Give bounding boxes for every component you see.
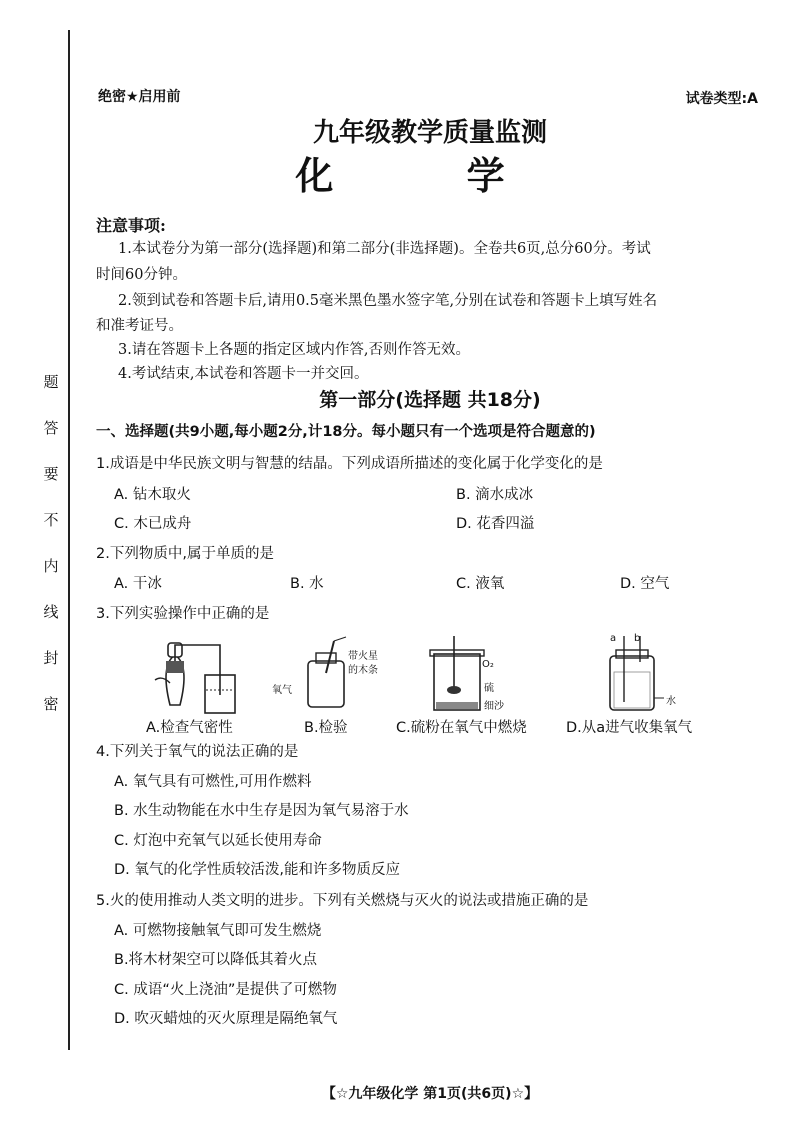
seal-char: 密 [43,695,59,713]
seal-char: 封 [43,649,59,667]
seal-char: 内 [43,557,59,575]
question-stem: 1.成语是中华民族文明与智慧的结晶。下列成语所描述的变化属于化学变化的是 [96,456,603,472]
label-splint: 带火星 [348,651,378,662]
section-title: 第一部分(选择题 共18分) [319,389,541,411]
note-line: 和准考证号。 [96,318,183,334]
note-line: 3.请在答题卡上各题的指定区域内作答,否则作答无效。 [118,342,470,358]
secret-label: 绝密★启用前 [98,89,181,105]
label-sand: 细沙 [484,701,504,712]
seal-char: 答 [43,419,59,437]
question-stem: 2.下列物质中,属于单质的是 [96,546,274,562]
page-footer: 【☆九年级化学 第1页(共6页)☆】 [321,1086,539,1102]
figure-caption: B.检验 [304,720,348,736]
option: A. 干冰 [114,576,162,592]
note-line: 时间60分钟。 [96,267,187,283]
option: B. 滴水成冰 [456,487,534,503]
seal-char: 要 [43,465,59,483]
exam-title: 九年级教学质量监测 [312,118,547,148]
option: C. 灯泡中充氧气以延长使用寿命 [114,833,322,849]
option: C. 液氧 [456,576,505,592]
option: B. 水生动物能在水中生存是因为氧气易溶于水 [114,803,409,819]
option: C. 成语“火上浇油”是提供了可燃物 [114,982,337,998]
seal-char: 线 [43,603,59,621]
paper-type: 试卷类型:A [685,91,758,107]
section-instruction: 一、选择题(共9小题,每小题2分,计18分。每小题只有一个选项是符合题意的) [96,424,596,440]
option: C. 木已成舟 [114,516,192,532]
question-stem: 5.火的使用推动人类文明的进步。下列有关燃烧与灭火的说法或措施正确的是 [96,893,589,909]
note-line: 4.考试结束,本试卷和答题卡一并交回。 [118,366,369,382]
figure-airtightness-check [150,635,270,715]
question-stem: 3.下列实验操作中正确的是 [96,606,270,622]
seal-char: 题 [43,373,59,391]
figure-sulfur-burning [426,632,526,717]
seal-char: 不 [43,511,59,529]
option: B. 水 [290,576,324,592]
option: A. 氧气具有可燃性,可用作燃料 [114,774,312,790]
label-port-b: b [634,633,641,644]
figure-caption: D.从a进气收集氧气 [566,720,693,736]
label-oxygen: 氧气 [272,685,292,696]
option: A. 可燃物接触氧气即可发生燃烧 [114,923,322,939]
subject-title: 化 学 [295,153,565,198]
label-splint-2: 的木条 [348,665,378,676]
label-o2: O₂ [482,659,494,670]
seal-line-text [40,375,62,743]
question-stem: 4.下列关于氧气的说法正确的是 [96,744,299,760]
label-sulfur: 硫 [484,683,494,694]
note-line: 1.本试卷分为第一部分(选择题)和第二部分(非选择题)。全卷共6页,总分60分。考试 [118,241,651,257]
option: D. 吹灭蜡烛的灭火原理是隔绝氧气 [114,1011,338,1027]
notes-heading: 注意事项: [96,216,166,235]
option: D. 花香四溢 [456,516,535,532]
option: D. 空气 [620,576,670,592]
figure-caption: A.检查气密性 [146,720,233,736]
note-line: 2.领到试卷和答题卡后,请用0.5毫米黑色墨水签字笔,分别在试卷和答题卡上填写姓名 [118,293,658,309]
option: D. 氧气的化学性质较活泼,能和许多物质反应 [114,862,400,878]
label-port-a: a [610,633,617,644]
option: A. 钻木取火 [114,487,191,503]
label-water: 水 [666,696,676,707]
figure-caption: C.硫粉在氧气中燃烧 [396,720,527,736]
option: B.将木材架空可以降低其着火点 [114,952,318,968]
